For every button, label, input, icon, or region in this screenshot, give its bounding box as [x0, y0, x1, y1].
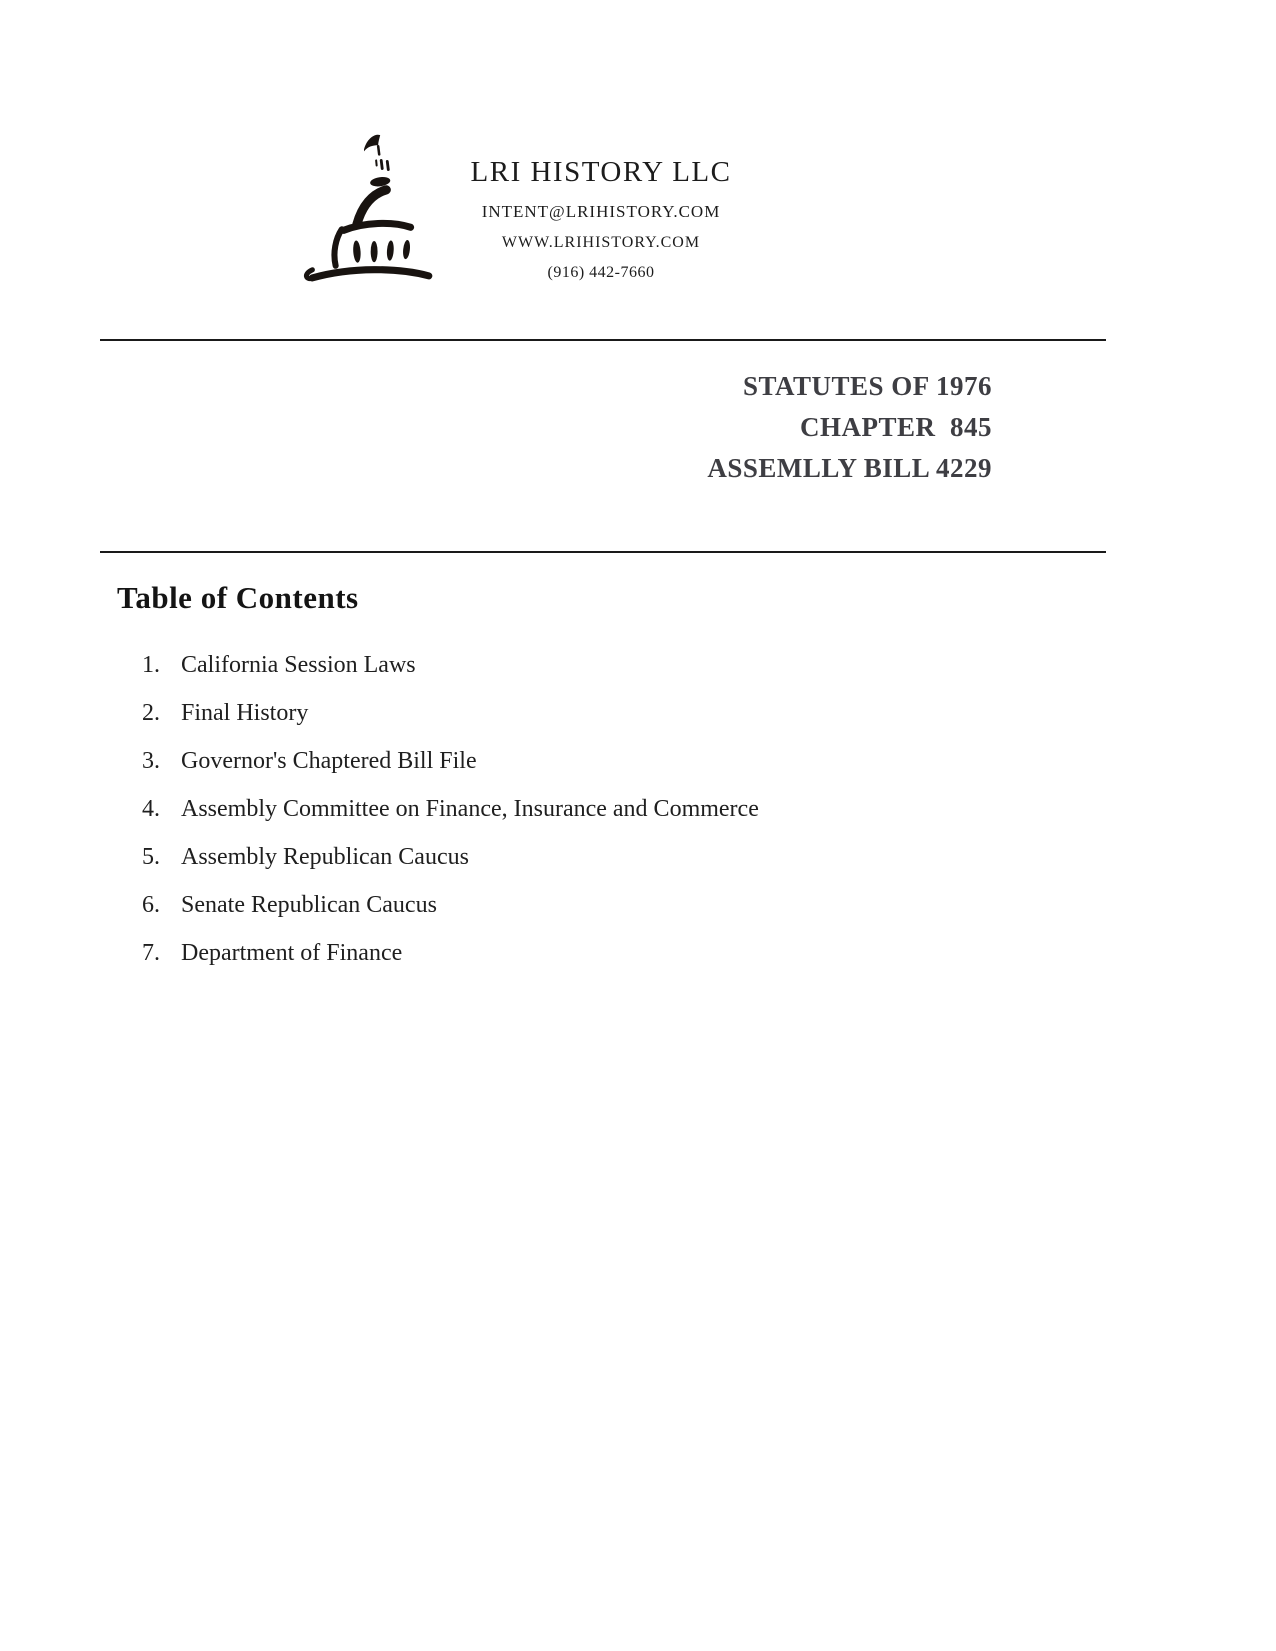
toc-item-label: Assembly Republican Caucus	[181, 844, 469, 870]
assembly-bill-line: ASSEMLLY BILL 4229	[707, 453, 992, 483]
toc-title: Table of Contents	[117, 580, 359, 615]
company-website: WWW.LRIHISTORY.COM	[501, 234, 701, 251]
toc-item-senate-republican-caucus	[142, 892, 1042, 918]
company-header	[401, 154, 801, 282]
toc-item-california-session-laws	[142, 652, 1042, 678]
toc-item-label: Assembly Committee on Finance, Insurance and Commerce	[181, 796, 759, 822]
statutes-year-line: STATUTES OF 1976	[742, 371, 992, 401]
toc-item-assembly-republican-caucus	[142, 844, 1042, 870]
toc-item-label: Department of Finance	[181, 940, 403, 966]
divider-middle	[100, 551, 1106, 553]
toc-list	[142, 652, 1042, 988]
toc-item-governors-chaptered-bill-file	[142, 748, 1042, 774]
toc-item-number: 5.	[142, 844, 160, 870]
company-name: LRI HISTORY LLC	[470, 156, 732, 188]
toc-item-assembly-committee-finance	[142, 796, 1042, 822]
toc-item-number: 6.	[142, 892, 160, 918]
toc-item-label: Final History	[181, 700, 309, 726]
toc-item-department-of-finance	[142, 940, 1042, 966]
toc-item-label: California Session Laws	[181, 652, 416, 678]
company-email: INTENT@LRIHISTORY.COM	[481, 202, 721, 221]
statute-reference-block	[400, 366, 992, 489]
toc-item-label: Governor's Chaptered Bill File	[181, 748, 477, 774]
toc-item-number: 1.	[142, 652, 160, 678]
divider-top	[100, 339, 1106, 341]
toc-item-final-history	[142, 700, 1042, 726]
toc-item-number: 7.	[142, 940, 160, 966]
company-phone: (916) 442-7660	[547, 264, 655, 281]
toc-item-number: 3.	[142, 748, 160, 774]
toc-item-label: Senate Republican Caucus	[181, 892, 437, 918]
toc-item-number: 4.	[142, 796, 160, 822]
chapter-line: CHAPTER 845	[799, 412, 992, 442]
toc-item-number: 2.	[142, 700, 160, 726]
